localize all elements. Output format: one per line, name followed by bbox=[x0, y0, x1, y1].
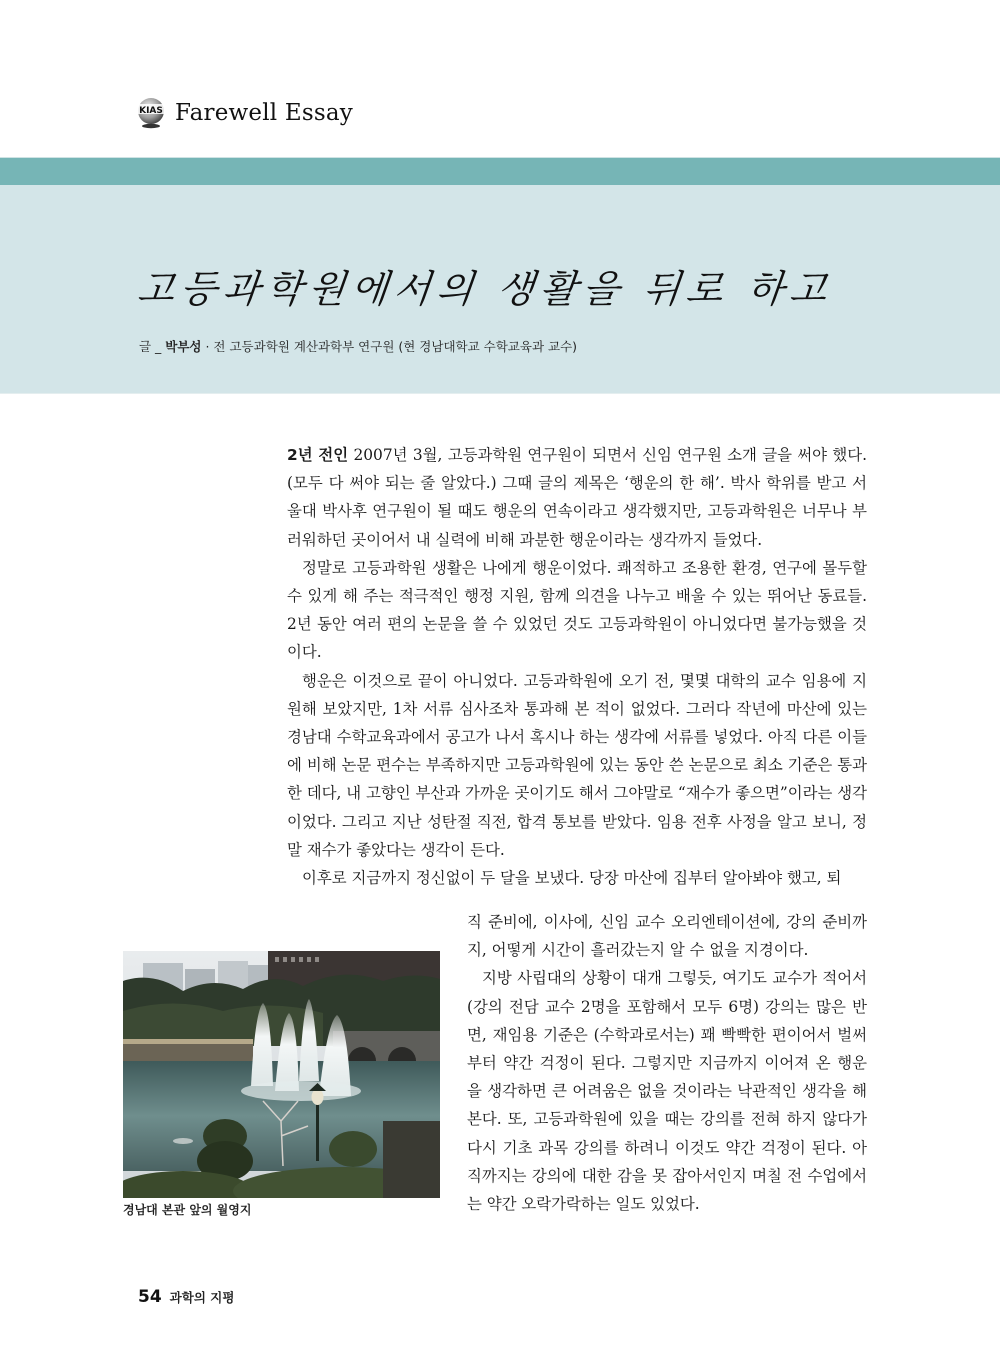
section-label: Farewell Essay bbox=[175, 100, 353, 126]
fountain-photo bbox=[123, 951, 440, 1198]
byline bbox=[139, 337, 577, 355]
paragraph-2: 정말로 고등과학원 생활은 나에게 행운이었다. 쾌적하고 조용한 환경, 연구에 몰두할 수 있게 해 주는 적극적인 행정 지원, 함께 의견을 나누고 배울 수 있는 뛰어난 동료들. 2년 동안 여러 편의 논문을 쓸 수 있었던 것도 고등과학원이 아니었다면 불가능했을 것이다. bbox=[287, 558, 867, 662]
kias-logo-icon bbox=[135, 96, 167, 130]
svg-text:KIAS: KIAS bbox=[139, 106, 163, 116]
paragraph-4-continued: 직 준비에, 이사에, 신임 교수 오리엔테이션에, 강의 준비까지, 어떻게 시간이 흘러갔는지 알 수 없을 지경이다. bbox=[467, 913, 867, 960]
byline-prefix: 글 _ bbox=[139, 339, 166, 354]
byline-affiliation: · 전 고등과학원 계산과학부 연구원 (현 경남대학교 수학교육과 교수) bbox=[201, 339, 578, 354]
lead-words: 2년 전인 bbox=[287, 446, 349, 464]
teal-divider-band bbox=[0, 157, 1000, 186]
page-number: 54 bbox=[138, 1287, 162, 1307]
essay-title: 고등과학원에서의 생활을 뒤로 하고 bbox=[135, 267, 835, 311]
section-header bbox=[135, 96, 353, 130]
page-footer bbox=[138, 1287, 234, 1307]
article-body bbox=[287, 441, 867, 892]
paragraph-5: 지방 사립대의 상황이 대개 그렇듯, 여기도 교수가 적어서 (강의 전담 교수 2명을 포함해서 모두 6명) 강의는 많은 반면, 재임용 기준은 (수학과로서는) 꽤 빡빡한 편이어서 벌써부터 약간 걱정이 된다. 그렇지만 지금까지 이어져 온 행운을 생각하면 큰 어려움은 없을 것이라는 낙관적인 생각을 해 본다. 또, 고등과학원에 있을 때는 강의를 전혀 하지 않다가 다시 기초 과목 강의를 하려니 이것도 약간 걱정이 된다. 아직까지는 강의에 대한 감을 못 잡아서인지 며칠 전 수업에서는 약간 오락가락하는 일도 있었다. bbox=[467, 969, 867, 1214]
photo-caption: 경남대 본관 앞의 월영지 bbox=[123, 1203, 252, 1217]
byline-author: 박부성 bbox=[165, 339, 202, 354]
paragraph-1: 2년 전인 2007년 3월, 고등과학원 연구원이 되면서 신임 연구원 소개 글을 써야 했다. (모두 다 써야 되는 줄 알았다.) 그때 글의 제목은 ‘행운의 한 해’. 박사 학위를 받고 서울대 박사후 연구원이 될 때도 행운의 연속이라고 생각했지만, 고등과학원은 너무나 부러워하던 곳이어서 내 실력에 비해 과분한 행운이라는 생각까지 들었다. bbox=[287, 446, 868, 549]
article-body-narrow bbox=[467, 908, 867, 1218]
magazine-name: 과학의 지평 bbox=[169, 1290, 235, 1305]
paragraph-3: 행운은 이것으로 끝이 아니었다. 고등과학원에 오기 전, 몇몇 대학의 교수 임용에 지원해 보았지만, 1차 서류 심사조차 통과해 본 적이 없었다. 그러다 작년에 마산에 있는 경남대 수학교육과에서 공고가 나서 혹시나 하는 생각에 서류를 넣었다. 아직 다른 이들에 비해 논문 편수는 부족하지만 고등과학원에 있는 동안 쓴 논문으로 최소 기준은 통과한 데다, 내 고향인 부산과 가까운 곳이기도 해서 그야말로 “재수가 좋으면”이라는 생각이었다. 그리고 지난 성탄절 직전, 합격 통보를 받았다. 임용 전후 사정을 알고 보니, 정말 재수가 좋았다는 생각이 든다. bbox=[287, 671, 867, 859]
paragraph-4-start: 이후로 지금까지 정신없이 두 달을 보냈다. 당장 마산에 집부터 알아봐야 했고, 퇴 bbox=[302, 869, 842, 888]
